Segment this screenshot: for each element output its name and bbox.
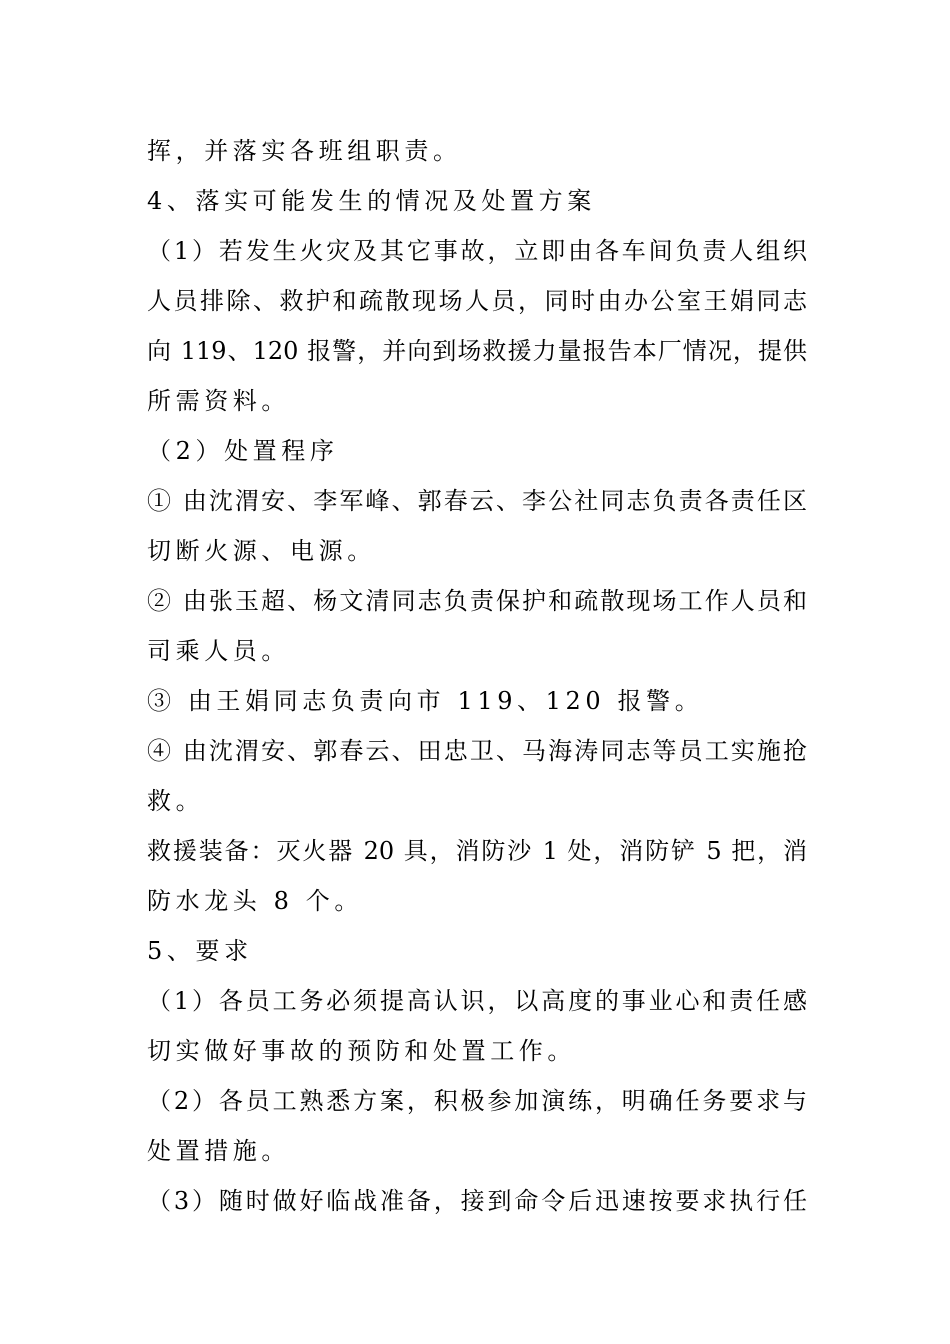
text-line: （2）各员工熟悉方案，积极参加演练，明确任务要求与 xyxy=(147,1087,807,1115)
text-line: 切断火源、电源。 xyxy=(147,537,376,565)
text-line: （2）处置程序 xyxy=(147,437,339,465)
text-line: 救援装备：灭火器 20 具，消防沙 1 处，消防铲 5 把，消 xyxy=(147,837,807,865)
text-line: 防水龙头 8 个。 xyxy=(147,887,363,915)
text-line: （3）随时做好临战准备，接到命令后迅速按要求执行任 xyxy=(147,1187,807,1215)
text-line: （1）若发生火灾及其它事故，立即由各车间负责人组织 xyxy=(147,237,807,265)
text-line: 司乘人员。 xyxy=(147,637,290,665)
text-line: 救。 xyxy=(147,787,205,815)
text-line: ① 由沈渭安、李军峰、郭春云、李公社同志负责各责任区 xyxy=(147,487,807,515)
text-line: ③ 由王娟同志负责向市 119、120 报警。 xyxy=(147,687,704,715)
text-line: 处置措施。 xyxy=(147,1137,290,1165)
text-line: （1）各员工务必须提高认识，以高度的事业心和责任感 xyxy=(147,987,807,1015)
text-line: ② 由张玉超、杨文清同志负责保护和疏散现场工作人员和 xyxy=(147,587,807,615)
text-line: 所需资料。 xyxy=(147,387,290,415)
text-line: 挥，并落实各班组职责。 xyxy=(147,137,462,165)
text-line: 人员排除、救护和疏散现场人员，同时由办公室王娟同志 xyxy=(147,287,807,315)
text-line: 切实做好事故的预防和处置工作。 xyxy=(147,1037,576,1065)
text-line: 4、落实可能发生的情况及处置方案 xyxy=(147,187,596,215)
text-line: 5、要求 xyxy=(147,937,253,965)
text-line: 向 119、120 报警，并向到场救援力量报告本厂情况，提供 xyxy=(147,337,807,365)
text-line: ④ 由沈渭安、郭春云、田忠卫、马海涛同志等员工实施抢 xyxy=(147,737,807,765)
